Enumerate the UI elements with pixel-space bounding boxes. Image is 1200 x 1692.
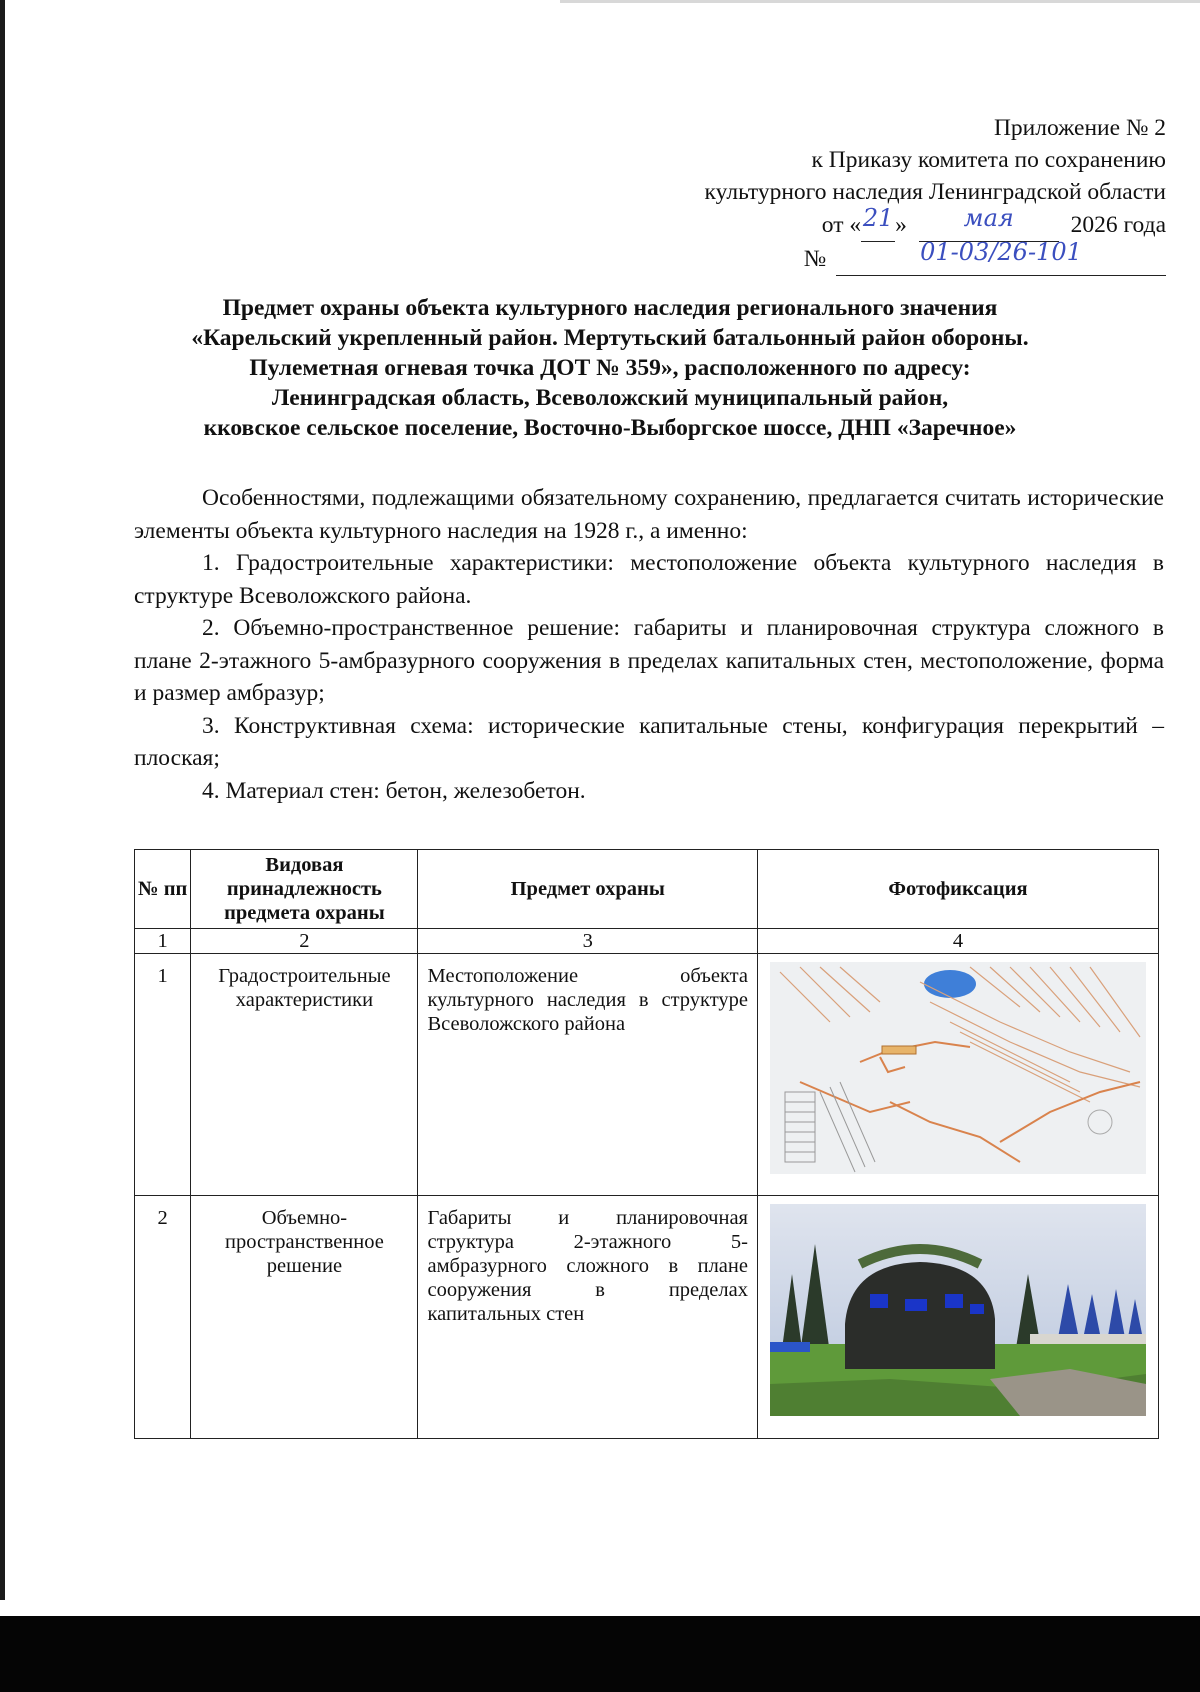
- list-item: 1. Градостроительные характеристики: местоположение объекта культурного наследия в структуре Всеволожского района.: [134, 550, 1164, 609]
- order-date: [466, 204, 1166, 242]
- appendix-block: [466, 112, 1166, 276]
- year: 2026 года: [1070, 212, 1166, 238]
- title-line-2: «Карельский укрепленный район. Мертутьский батальонный район обороны.: [191, 325, 1029, 351]
- list-item: 3. Конструктивная схема: исторические капитальные стены, конфигурация перекрытий – плоская;: [134, 712, 1164, 771]
- intro-paragraph: Особенностями, подлежащими обязательному сохранению, предлагается считать исторические элементы объекта культурного наследия на 1928 г., а именно:: [134, 485, 1164, 544]
- number-value: 01-03/26-101: [920, 238, 1082, 266]
- column-number: 2: [191, 929, 418, 954]
- scan-edge-top: [560, 0, 1200, 3]
- header-kind: Видовая принадлежность предмета охраны: [191, 850, 418, 929]
- title-line-3: Пулеметная огневая точка ДОТ № 359», расположенного по адресу:: [249, 355, 971, 381]
- row-subject: Местоположение объекта культурного наследия в структуре Всеволожского района: [418, 954, 758, 1196]
- body-text: [134, 482, 1164, 807]
- column-number: 3: [418, 929, 758, 954]
- map-image: [770, 962, 1146, 1174]
- row-photo: [757, 954, 1158, 1196]
- row-kind: Градостроительные характеристики: [191, 954, 418, 1196]
- appendix-line-1: Приложение № 2: [993, 115, 1166, 141]
- row-subject: Габариты и планировочная структура 2-этажного 5-амбразурного сложного в плане сооружения в пределах капитальных стен: [418, 1196, 758, 1439]
- header-subject: Предмет охраны: [418, 850, 758, 929]
- list-item: 4. Материал стен: бетон, железобетон.: [202, 777, 586, 804]
- table-header-row: [135, 850, 1159, 929]
- bunker-photo: [770, 1204, 1146, 1416]
- month-field: [919, 204, 1059, 242]
- table-row: [135, 1196, 1159, 1439]
- appendix-line-2: к Приказу комитета по сохранению: [811, 147, 1166, 173]
- date-mid: »: [895, 212, 907, 238]
- number-prefix: №: [803, 246, 827, 272]
- document-title: [110, 293, 1110, 443]
- day-value: 21: [862, 204, 894, 232]
- row-number: 1: [135, 954, 191, 1196]
- scan-edge: [0, 0, 5, 1600]
- header-photo: Фотофиксация: [757, 850, 1158, 929]
- title-line-1: Предмет охраны объекта культурного наследия регионального значения: [222, 295, 998, 321]
- column-number-row: [135, 929, 1159, 954]
- month-value: мая: [963, 204, 1014, 232]
- order-number: [466, 238, 1166, 276]
- number-field: [836, 238, 1166, 276]
- title-line-4: Ленинградская область, Всеволожский муниципальный район,: [271, 385, 949, 411]
- header-number: № пп: [135, 850, 191, 929]
- row-kind: Объемно-пространственное решение: [191, 1196, 418, 1439]
- day-field: [861, 204, 895, 242]
- row-number: 2: [135, 1196, 191, 1439]
- list-item: 2. Объемно-пространственное решение: габариты и планировочная структура сложного в плане 2-этажного 5-амбразурного сооружения в пределах капитальных стен, местоположение, форма и размер амбразур;: [134, 615, 1164, 706]
- table-row: [135, 954, 1159, 1196]
- column-number: 1: [135, 929, 191, 954]
- column-number: 4: [757, 929, 1158, 954]
- scan-bottom-edge: [0, 1616, 1200, 1692]
- appendix-line-3: культурного наследия Ленинградской области: [704, 179, 1166, 205]
- title-line-5: кковское сельское поселение, Восточно-Выборгское шоссе, ДНП «Заречное»: [203, 415, 1017, 441]
- protection-table: [134, 849, 1159, 1439]
- date-prefix: от «: [821, 212, 862, 238]
- row-photo: [757, 1196, 1158, 1439]
